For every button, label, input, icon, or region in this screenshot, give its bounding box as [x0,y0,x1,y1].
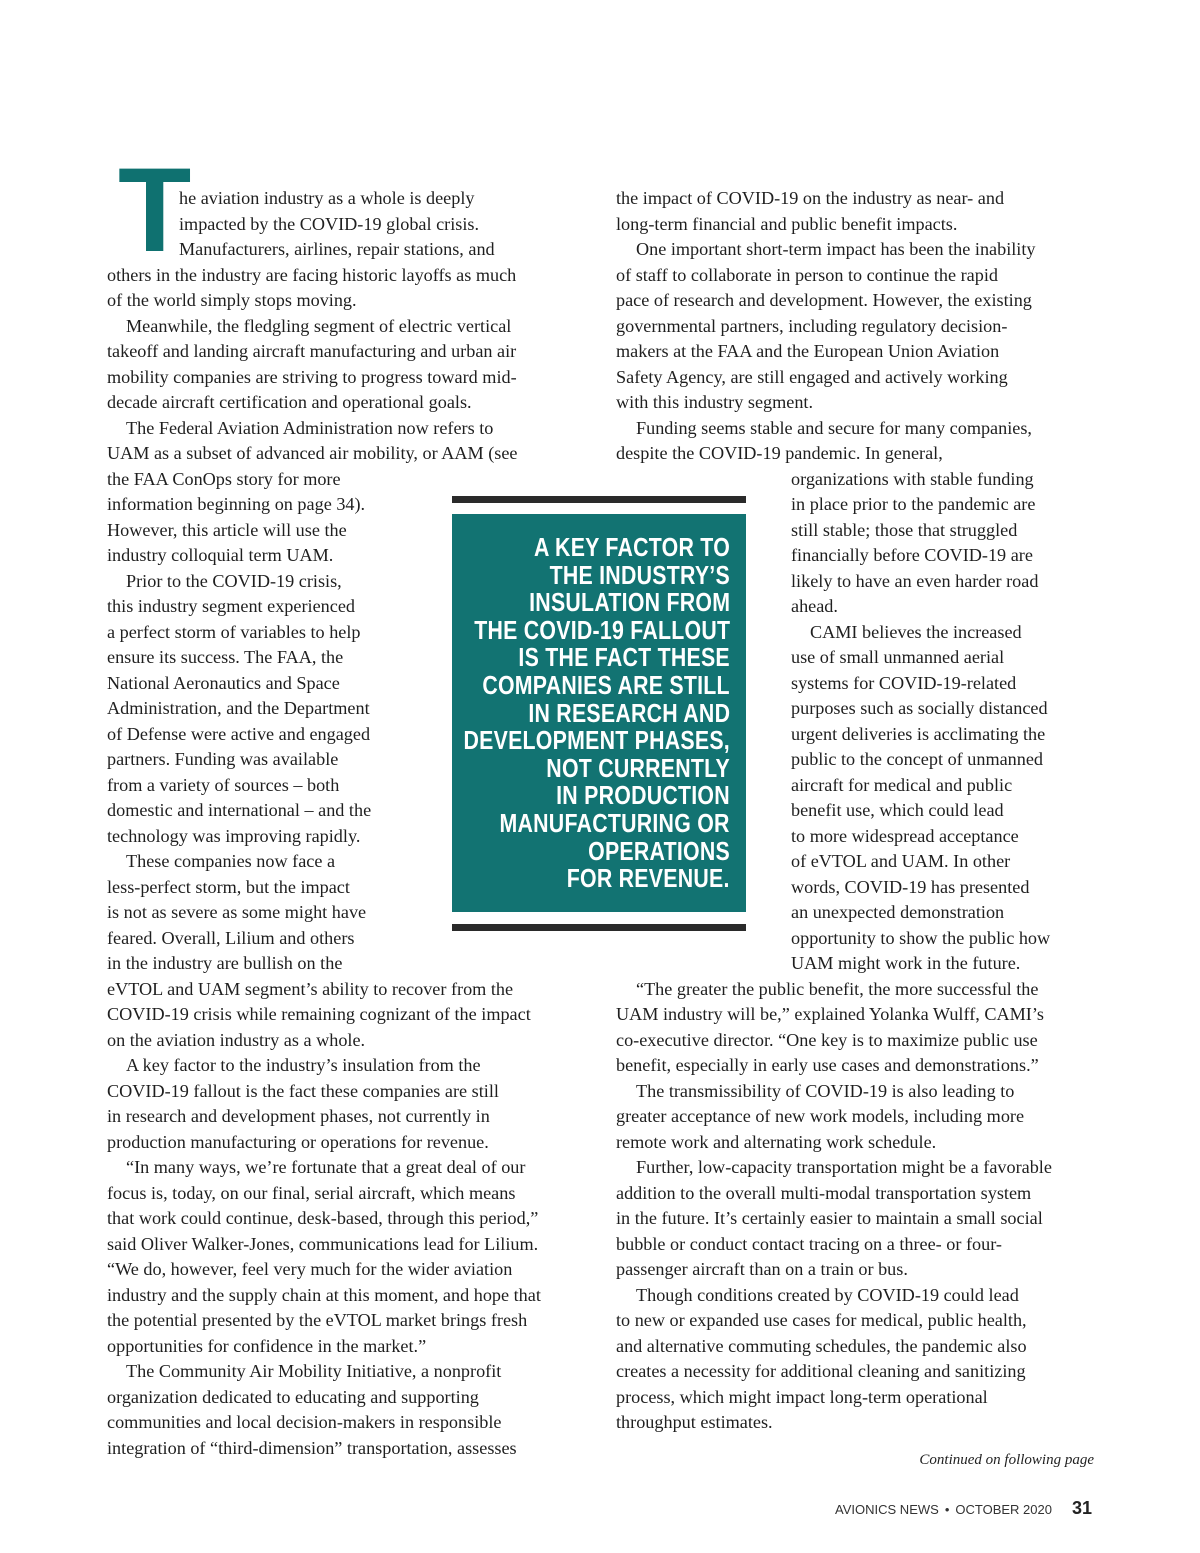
text-line: process, which might impact long-term operational [616,1386,988,1407]
page-footer [835,1498,1092,1519]
text-line: eVTOL and UAM segment’s ability to recover from the [107,978,514,999]
text-line: technology was improving rapidly. [107,825,361,846]
text-line: likely to have an even harder road [791,570,1039,591]
drop-cap: T [118,143,192,277]
pull-quote-line: NOT CURRENTLY [546,752,730,783]
pull-quote-line: THE INDUSTRY’S [549,559,730,590]
text-line: the potential presented by the eVTOL market brings fresh [107,1310,528,1330]
text-line: benefit, especially in early use cases and demonstrations.” [616,1055,1039,1075]
text-line: focus is, today, on our final, serial aircraft, which means [107,1182,516,1203]
pull-quote-line: DEVELOPMENT PHASES, [463,725,730,756]
text-line: The Community Air Mobility Initiative, a nonprofit [126,1361,502,1381]
text-line: UAM industry will be,” explained Yolanka Wulff, CAMI’s [616,1004,1044,1024]
text-line: integration of “third-dimension” transportation, assesses [107,1437,517,1458]
text-line: Further, low-capacity transportation might be a favorable [636,1157,1052,1177]
publication-name: AVIONICS NEWS [835,1502,939,1517]
text-line: governmental partners, including regulatory decision- [616,315,1008,336]
text-line: The transmissibility of COVID-19 is also leading to [636,1080,1015,1101]
footer-separator: • [944,1502,950,1517]
text-line: from a variety of sources – both [107,774,340,795]
text-line: bubble or conduct contact tracing on a three- or four- [616,1233,1002,1254]
text-line: remote work and alternating work schedule. [616,1131,937,1152]
text-line: in research and development phases, not currently in [107,1106,490,1126]
text-line: Administration, and the Department [107,698,370,718]
text-line: in place prior to the pandemic are [791,494,1036,514]
page-number: 31 [1071,1498,1092,1518]
text-line: financially before COVID-19 are [791,545,1033,565]
pull-quote-line: COMPANIES ARE STILL [482,670,730,700]
text-line: words, COVID-19 has presented [791,876,1030,897]
issue-date: OCTOBER 2020 [955,1502,1052,1517]
text-line: he aviation industry as a whole is deeply [179,188,475,208]
text-line: ensure its success. The FAA, the [107,647,344,667]
text-line: partners. Funding was available [107,749,339,769]
pull-quote-line: INSULATION FROM [528,587,730,618]
text-line: others in the industry are facing historic layoffs as much [107,264,517,285]
text-line: this industry segment experienced [107,596,355,616]
text-line: ahead. [791,596,838,616]
text-line: UAM as a subset of advanced air mobility, or AAM (see [107,443,518,463]
text-line: in the industry are bullish on the [107,953,343,973]
text-line: Prior to the COVID-19 crisis, [126,570,342,591]
text-line: said Oliver Walker-Jones, communications lead for Lilium. [107,1233,539,1254]
text-line: use of small unmanned aerial [791,647,1005,667]
text-line: an unexpected demonstration [791,902,1005,922]
text-line: public to the concept of unmanned [791,749,1044,769]
text-line: Manufacturers, airlines, repair stations, and [179,239,495,259]
text-line: industry colloquial term UAM. [107,545,334,565]
text-line: long-term financial and public benefit impacts. [616,213,958,234]
text-line: less-perfect storm, but the impact [107,876,350,897]
text-line: pace of research and development. However, the existing [616,290,1032,310]
text-line: of the world simply stops moving. [107,290,357,310]
text-line: that work could continue, desk-based, through this period,” [107,1208,539,1228]
pull-quote-line: FOR REVENUE. [567,863,730,894]
text-line: opportunities for confidence in the market.” [107,1335,427,1356]
text-line: “In many ways, we’re fortunate that a great deal of our [126,1157,526,1177]
text-line: makers at the FAA and the European Union Aviation [616,341,1000,361]
text-line: systems for COVID-19-related [791,672,1017,693]
text-line: of staff to collaborate in person to continue the rapid [616,264,998,285]
text-line: to new or expanded use cases for medical, public health, [616,1310,1027,1330]
text-line: is not as severe as some might have [107,902,367,922]
text-line: “The greater the public benefit, the more successful the [636,978,1039,999]
pull-quote-bottom-rule [452,924,746,931]
pull-quote-line: THE COVID-19 FALLOUT [473,614,730,645]
text-line: in the future. It’s certainly easier to maintain a small social [616,1208,1043,1228]
text-line: urgent deliveries is acclimating the [791,723,1046,744]
text-line: still stable; those that struggled [791,519,1018,540]
text-line: decade aircraft certification and operational goals. [107,392,472,412]
text-line: impacted by the COVID-19 global crisis. [179,213,480,234]
pull-quote-line: MANUFACTURING OR [499,808,730,838]
text-line: Meanwhile, the fledgling segment of electric vertical [126,315,512,336]
pull-quote-box [452,514,746,912]
text-line: organizations with stable funding [791,468,1034,489]
text-line: Though conditions created by COVID-19 could lead [636,1284,1019,1305]
text-line: creates a necessity for additional cleaning and sanitizing [616,1361,1026,1381]
text-line: One important short-term impact has been the inability [636,239,1036,259]
text-line: throughput estimates. [616,1412,773,1432]
text-line: CAMI believes the increased [810,621,1022,642]
text-line: addition to the overall multi-modal transportation system [616,1182,1032,1203]
text-line: However, this article will use the [107,519,347,540]
text-line: organization dedicated to educating and supporting [107,1386,479,1407]
text-line: domestic and international – and the [107,800,372,820]
continued-note: Continued on following page [919,1452,1094,1468]
text-line: purposes such as socially distanced [791,698,1048,718]
text-line: of Defense were active and engaged [107,723,371,744]
pull-quote-line: A KEY FACTOR TO [533,532,730,562]
text-line: mobility companies are striving to progress toward mid- [107,366,517,387]
text-line: COVID-19 fallout is the fact these companies are still [107,1080,499,1101]
text-line: takeoff and landing aircraft manufacturing and urban air [107,341,517,361]
text-line: These companies now face a [126,851,336,871]
text-line: “We do, however, feel very much for the wider aviation [107,1259,513,1279]
text-line: with this industry segment. [616,392,814,412]
text-line: and alternative commuting schedules, the pandemic also [616,1335,1027,1356]
text-line: UAM might work in the future. [791,953,1021,973]
text-line: industry and the supply chain at this moment, and hope that [107,1284,541,1305]
text-line: to more widespread acceptance [791,825,1019,846]
text-line: a perfect storm of variables to help [107,621,361,642]
text-line: of eVTOL and UAM. In other [791,851,1011,871]
text-line: on the aviation industry as a whole. [107,1029,366,1050]
text-line: co-executive director. “One key is to maximize public use [616,1029,1038,1050]
text-line: The Federal Aviation Administration now refers to [126,417,494,438]
text-line: COVID-19 crisis while remaining cognizant of the impact [107,1004,531,1024]
pull-quote-top-rule [452,496,746,503]
text-line: passenger aircraft than on a train or bus. [616,1259,908,1279]
text-line: the FAA ConOps story for more [107,468,341,489]
text-line: opportunity to show the public how [791,927,1051,948]
text-line: Funding seems stable and secure for many companies, [636,417,1032,438]
text-line: A key factor to the industry’s insulation from the [126,1055,481,1075]
text-line: National Aeronautics and Space [107,672,340,693]
pull-quote-line: IN RESEARCH AND [528,697,730,728]
text-line: Safety Agency, are still engaged and actively working [616,366,1008,387]
text-line: despite the COVID-19 pandemic. In general, [616,443,943,463]
pull-quote-line: IN PRODUCTION [556,780,730,811]
text-line: feared. Overall, Lilium and others [107,927,355,948]
text-line: greater acceptance of new work models, including more [616,1106,1025,1126]
text-line: benefit use, which could lead [791,800,1004,820]
text-line: information beginning on page 34). [107,494,366,514]
text-line: communities and local decision-makers in responsible [107,1412,502,1432]
text-line: aircraft for medical and public [791,774,1013,795]
pull-quote-line: OPERATIONS [588,835,730,866]
text-line: the impact of COVID-19 on the industry as near- and [616,188,1005,208]
pull-quote-line: IS THE FACT THESE [518,642,730,673]
text-line: production manufacturing or operations for revenue. [107,1131,489,1152]
